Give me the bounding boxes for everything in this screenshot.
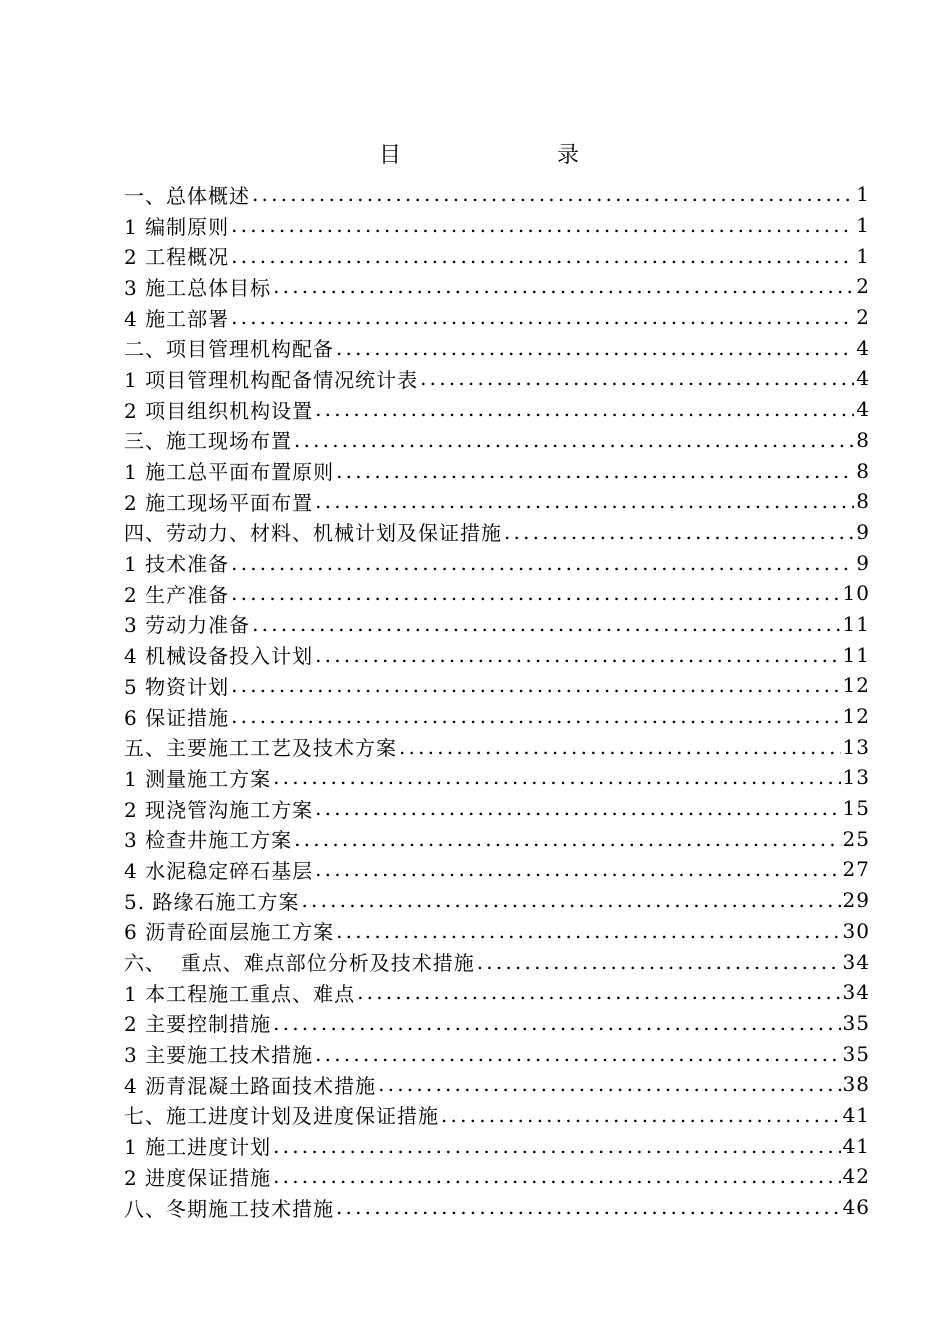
toc-entry[interactable] (124, 240, 870, 271)
toc-entry-page-number: 41 (842, 1133, 870, 1158)
toc-entry[interactable] (124, 210, 870, 241)
toc-entry[interactable] (124, 916, 870, 947)
toc-entry-label: 5. 路缘石施工方案 (124, 889, 300, 914)
toc-entry[interactable] (124, 1008, 870, 1039)
toc-entry-page-number: 9 (856, 550, 870, 575)
toc-entry-page-number: 1 (856, 182, 870, 207)
toc-entry-page-number: 13 (842, 734, 870, 759)
toc-entry[interactable] (124, 854, 870, 885)
toc-entry-label: 4 沥青混凝土路面技术措施 (124, 1073, 377, 1098)
toc-entry-leader-dots (231, 305, 854, 329)
toc-entry-leader-dots (231, 704, 840, 728)
toc-entry-page-number: 38 (842, 1072, 870, 1097)
toc-entry-label: 四、劳动力、材料、机械计划及保证措施 (124, 521, 502, 546)
toc-entry[interactable] (124, 639, 870, 670)
toc-entry[interactable] (124, 1130, 870, 1161)
toc-entry-leader-dots (315, 489, 854, 513)
toc-entry-page-number: 42 (842, 1164, 870, 1189)
toc-entry-page-number: 34 (842, 980, 870, 1005)
toc-entry-page-number: 35 (842, 1010, 870, 1035)
toc-entry-label: 2 项目组织机构设置 (124, 398, 314, 423)
toc-entry-label: 一、总体概述 (124, 183, 250, 208)
toc-entry-page-number: 11 (842, 642, 870, 667)
toc-entry-label: 2 施工现场平面布置 (124, 490, 314, 515)
toc-entry-label: 1 施工进度计划 (124, 1135, 272, 1160)
toc-entry[interactable] (124, 946, 870, 977)
toc-title (0, 140, 950, 172)
toc-entry-label: 2 主要控制措施 (124, 1012, 272, 1037)
toc-entry-leader-dots (378, 1072, 840, 1096)
toc-entry-page-number: 9 (856, 519, 870, 544)
toc-entry[interactable] (124, 1069, 870, 1100)
toc-entry-page-number: 41 (842, 1102, 870, 1127)
toc-entry-leader-dots (336, 1195, 841, 1219)
toc-entry-label: 6 保证措施 (124, 705, 230, 730)
toc-entry-leader-dots (336, 336, 854, 360)
toc-entry-page-number: 30 (842, 918, 870, 943)
toc-entry-label: 七、施工进度计划及进度保证措施 (124, 1104, 439, 1129)
toc-entry-leader-dots (231, 581, 840, 605)
toc-entry-leader-dots (504, 520, 854, 544)
toc-entry-label: 3 施工总体目标 (124, 275, 272, 300)
toc-entry[interactable] (124, 455, 870, 486)
toc-entry-label: 4 水泥稳定碎石基层 (124, 858, 314, 883)
toc-entry-label: 5 物资计划 (124, 674, 230, 699)
toc-entry[interactable] (124, 517, 870, 548)
toc-entry-label: 1 本工程施工重点、难点 (124, 981, 356, 1006)
toc-entry-label: 1 项目管理机构配备情况统计表 (124, 367, 419, 392)
toc-entry-page-number: 46 (842, 1195, 870, 1220)
toc-entry-page-number: 10 (842, 581, 870, 606)
toc-entry-label: 3 主要施工技术措施 (124, 1043, 314, 1068)
toc-entry-leader-dots (399, 735, 841, 759)
toc-entry[interactable] (124, 363, 870, 394)
toc-entry-page-number: 12 (842, 704, 870, 729)
toc-entry-page-number: 27 (842, 857, 870, 882)
toc-entry-leader-dots (252, 182, 854, 206)
toc-entry-leader-dots (252, 612, 840, 636)
toc-entry-page-number: 11 (842, 611, 870, 636)
toc-entry[interactable] (124, 302, 870, 333)
toc-entry[interactable] (124, 670, 870, 701)
toc-entry-page-number: 12 (842, 673, 870, 698)
toc-entry-page-number: 8 (856, 489, 870, 514)
toc-entry[interactable] (124, 977, 870, 1008)
toc-title-left: 目 (379, 143, 402, 168)
toc-entry-leader-dots (301, 888, 840, 912)
toc-entry-label: 1 测量施工方案 (124, 766, 272, 791)
toc-entry[interactable] (124, 547, 870, 578)
toc-entry-page-number: 13 (842, 765, 870, 790)
toc-entry[interactable] (124, 179, 870, 210)
toc-entry-label: 3 劳动力准备 (124, 613, 251, 638)
toc-list (124, 179, 870, 1222)
toc-title-right: 录 (557, 143, 580, 168)
toc-entry[interactable] (124, 578, 870, 609)
toc-entry-page-number: 25 (842, 826, 870, 851)
toc-entry-page-number: 8 (856, 427, 870, 452)
toc-entry-page-number: 4 (856, 366, 870, 391)
toc-entry-label: 1 编制原则 (124, 214, 230, 239)
toc-entry-leader-dots (441, 1103, 841, 1127)
toc-entry-label: 六、 重点、难点部位分析及技术措施 (124, 951, 475, 976)
toc-entry-leader-dots (315, 857, 840, 881)
toc-entry-label: 2 生产准备 (124, 582, 230, 607)
toc-entry-page-number: 8 (856, 458, 870, 483)
toc-entry-leader-dots (231, 244, 854, 268)
toc-entry[interactable] (124, 1038, 870, 1069)
toc-entry-label: 二、项目管理机构配备 (124, 337, 334, 362)
toc-entry-leader-dots (231, 213, 854, 237)
toc-entry-leader-dots (273, 1164, 840, 1188)
toc-entry-page-number: 2 (856, 274, 870, 299)
toc-entry[interactable] (124, 885, 870, 916)
toc-entry-leader-dots (315, 643, 840, 667)
toc-entry[interactable] (124, 271, 870, 302)
toc-entry-page-number: 2 (856, 305, 870, 330)
toc-entry-leader-dots (336, 459, 854, 483)
toc-entry-label: 1 技术准备 (124, 552, 230, 577)
toc-entry[interactable] (124, 609, 870, 640)
toc-entry-page-number: 4 (856, 397, 870, 422)
toc-entry-page-number: 34 (842, 949, 870, 974)
toc-entry-label: 2 进度保证措施 (124, 1165, 272, 1190)
toc-entry-label: 2 工程概况 (124, 245, 230, 270)
toc-entry-leader-dots (315, 397, 854, 421)
toc-entry-page-number: 29 (842, 888, 870, 913)
toc-entry-page-number: 35 (842, 1041, 870, 1066)
toc-entry-leader-dots (477, 950, 841, 974)
toc-entry-leader-dots (273, 1011, 840, 1035)
toc-entry-page-number: 15 (842, 796, 870, 821)
toc-entry-label: 4 机械设备投入计划 (124, 644, 314, 669)
toc-entry-leader-dots (294, 827, 840, 851)
toc-entry-leader-dots (357, 980, 840, 1004)
toc-entry-leader-dots (273, 765, 840, 789)
toc-entry-label: 五、主要施工工艺及技术方案 (124, 736, 397, 761)
toc-entry-leader-dots (231, 551, 854, 575)
toc-entry[interactable] (124, 731, 870, 762)
toc-entry-leader-dots (420, 366, 854, 390)
toc-entry[interactable] (124, 1100, 870, 1131)
toc-entry[interactable] (124, 486, 870, 517)
toc-entry-label: 2 现浇管沟施工方案 (124, 797, 314, 822)
toc-entry[interactable] (124, 701, 870, 732)
toc-entry-label: 3 检查井施工方案 (124, 828, 293, 853)
toc-entry[interactable] (124, 332, 870, 363)
toc-entry-leader-dots (315, 1042, 840, 1066)
toc-entry-page-number: 1 (856, 213, 870, 238)
toc-entry-page-number: 1 (856, 243, 870, 268)
toc-entry-label: 八、冬期施工技术措施 (124, 1196, 334, 1221)
toc-entry[interactable] (124, 1161, 870, 1192)
toc-entry-leader-dots (231, 673, 840, 697)
toc-entry-leader-dots (273, 1134, 840, 1158)
toc-entry-page-number: 4 (856, 335, 870, 360)
toc-entry-leader-dots (294, 428, 854, 452)
toc-entry-leader-dots (336, 919, 840, 943)
toc-entry[interactable] (124, 823, 870, 854)
toc-entry-leader-dots (315, 796, 840, 820)
toc-entry[interactable] (124, 425, 870, 456)
toc-entry-label: 1 施工总平面布置原则 (124, 460, 335, 485)
toc-entry-label: 6 沥青砼面层施工方案 (124, 920, 335, 945)
toc-entry[interactable] (124, 1192, 870, 1223)
toc-entry-leader-dots (273, 274, 854, 298)
toc-entry[interactable] (124, 394, 870, 425)
toc-entry[interactable] (124, 762, 870, 793)
toc-entry-label: 三、施工现场布置 (124, 429, 292, 454)
toc-entry[interactable] (124, 793, 870, 824)
toc-entry-label: 4 施工部署 (124, 306, 230, 331)
